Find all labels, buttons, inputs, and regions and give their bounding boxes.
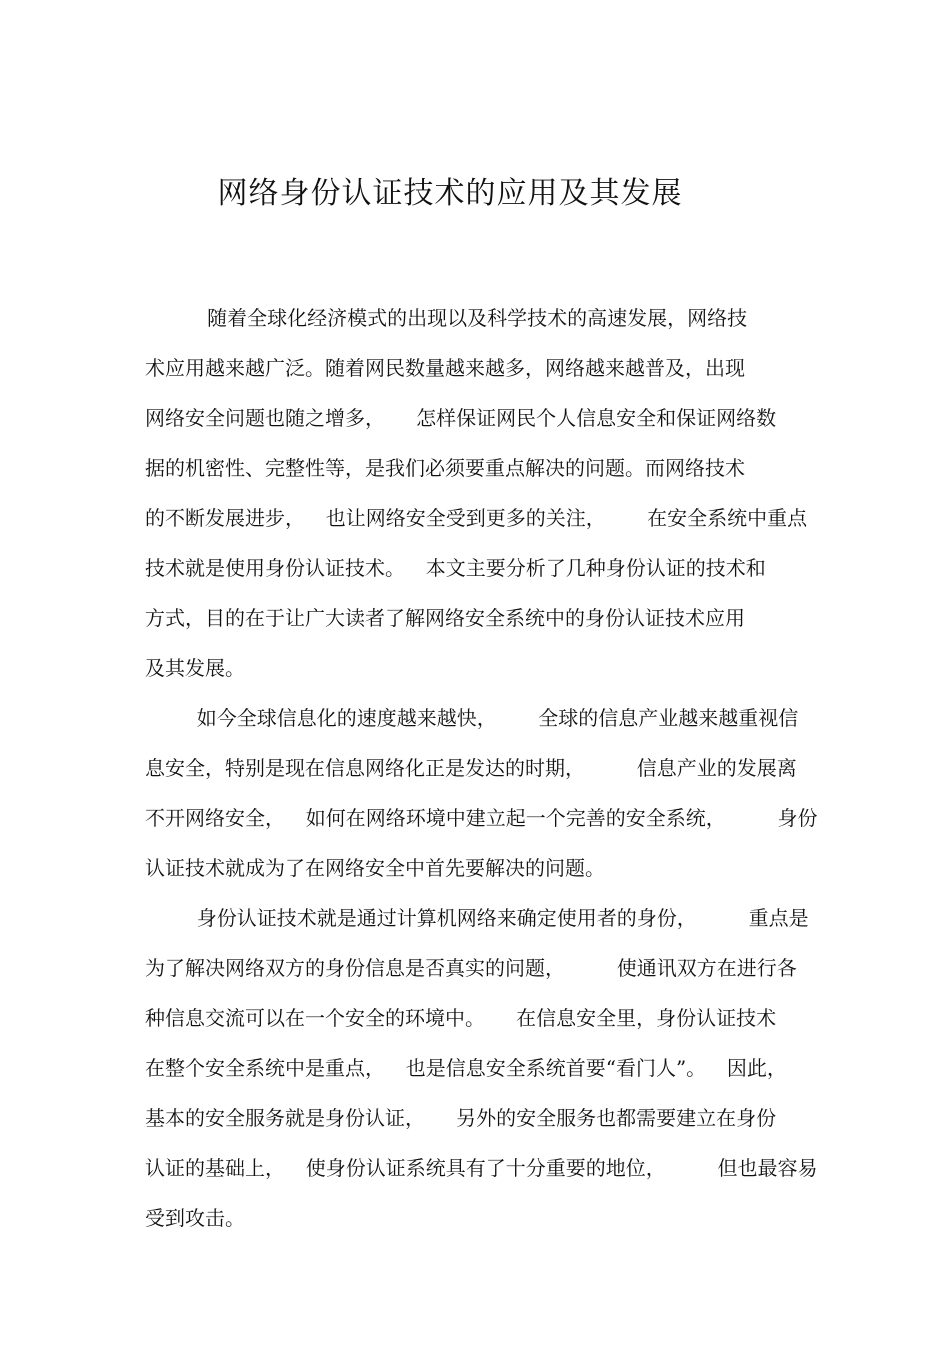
text-line: 息安全，特别是现在信息网络化正是发达的时期， 信息产业的发展离: [145, 756, 797, 780]
text-line: 基本的安全服务就是身份认证， 另外的安全服务也都需要建立在身份: [145, 1106, 777, 1130]
text-line: 认证技术就成为了在网络安全中首先要解决的问题。: [145, 856, 605, 880]
document-title: 网络身份认证技术的应用及其发展: [217, 176, 683, 211]
text-line: 术应用越来越广泛。随着网民数量越来越多，网络越来越普及，出现: [145, 356, 745, 380]
text-line: 种信息交流可以在一个安全的环境中。 在信息安全里，身份认证技术: [145, 1006, 777, 1030]
text-line: 网络安全问题也随之增多， 怎样保证网民个人信息安全和保证网络数: [145, 406, 777, 430]
text-line: 及其发展。: [145, 656, 245, 680]
text-line: 受到攻击。: [145, 1206, 245, 1230]
text-line: 在整个安全系统中是重点， 也是信息安全系统首要“看门人”。 因此，: [145, 1056, 787, 1080]
text-line: 身份认证技术就是通过计算机网络来确定使用者的身份， 重点是: [145, 906, 809, 930]
text-line: 如今全球信息化的速度越来越快， 全球的信息产业越来越重视信: [145, 706, 799, 730]
document-body: [145, 297, 825, 1247]
text-line: 为了解决网络双方的身份信息是否真实的问题， 使通讯双方在进行各: [145, 956, 797, 980]
text-line: 不开网络安全， 如何在网络环境中建立起一个完善的安全系统， 身份: [145, 806, 818, 830]
text-line: 技术就是使用身份认证技术。 本文主要分析了几种身份认证的技术和: [145, 556, 766, 580]
text-line: 方式，目的在于让广大读者了解网络安全系统中的身份认证技术应用: [145, 606, 745, 630]
text-line: 认证的基础上， 使身份认证系统具有了十分重要的地位， 但也最容易: [145, 1156, 818, 1180]
text-line: 随着全球化经济模式的出现以及科学技术的高速发展，网络技: [145, 306, 748, 330]
text-line: 的不断发展进步， 也让网络安全受到更多的关注， 在安全系统中重点: [145, 506, 808, 530]
text-line: 据的机密性、完整性等，是我们必须要重点解决的问题。而网络技术: [145, 456, 745, 480]
